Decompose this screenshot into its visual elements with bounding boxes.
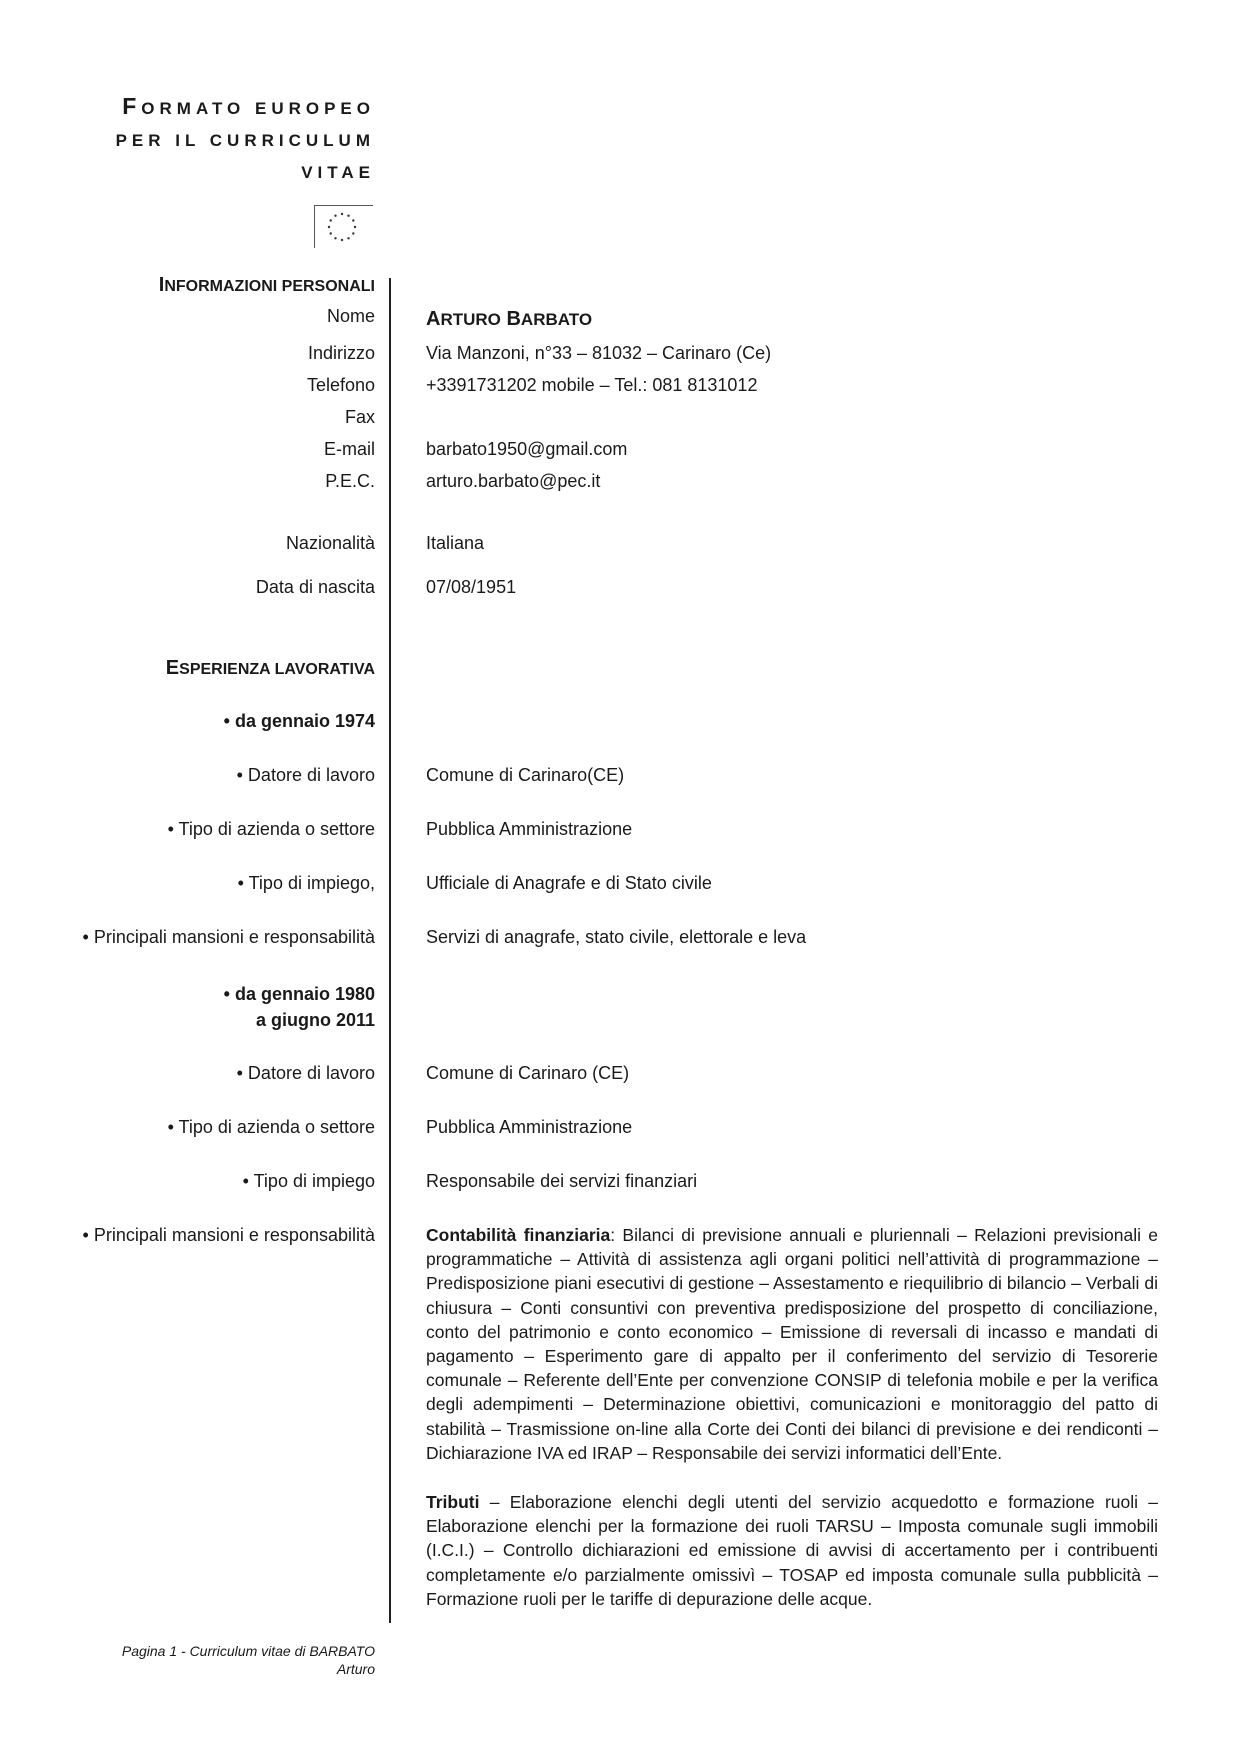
job1-value-impiego: Ufficiale di Anagrafe e di Stato civile [426,873,712,893]
vertical-divider [389,278,391,1623]
job2-period-start: • da gennaio 1980 [223,984,375,1004]
job2-label-datore: • Datore di lavoro [236,1063,375,1083]
job1-period: • da gennaio 1974 [223,711,375,731]
job2-value-datore: Comune di Carinaro (CE) [426,1063,630,1083]
label-telefono: Telefono [306,375,375,395]
eu-stars-icon [325,210,359,244]
document-title [116,90,375,189]
contabilita-text: : Bilanci di previsione annuali e pluriennali – Relazioni previsionali e programmatiche – Attività di assistenza agli organi politici nell’attività di programmazione – Predisposizione piani esecutivi di gestione – Assestamento e riequilibrio di bilancio – Verbali di chiusura – Conti consuntivi con preventiva predisposizione del prospetto di conciliazione, conto del patrimonio e conto economico – Emissione di reversali di incasso e mandati di pagamento – Esperimento gare di appalto per il conferimento del servizio di Tesorerie comunale – Referente dell’Ente per convenzione CONSIP di telefonia mobile e per la verifica degli adempimenti – Determinazione obiettivi, comunicazioni e monitoraggio del patto di stabilità – Trasmissione on-line alla Corte dei Conti dei bilanci di previsione e dei rendiconti – Dichiarazione IVA ed IRAP – Responsabile dei servizi informatici dell’Ente. [426,1225,1158,1463]
job1-value-mansioni: Servizi di anagrafe, stato civile, elettorale e leva [426,927,807,947]
job1-label-settore: • Tipo di azienda o settore [167,819,375,839]
section-heading-experience: ESPERIENZA LAVORATIVA [165,657,375,679]
title-line-3: VITAE [301,163,375,182]
job1-value-datore: Comune di Carinaro(CE) [426,765,625,785]
label-data-nascita: Data di nascita [255,577,375,597]
job2-label-mansioni: • Principali mansioni e responsabilità [82,1225,375,1245]
label-email: E-mail [323,439,375,459]
title-line-1: FORMATO EUROPEO [122,93,375,119]
tributi-text: – Elaborazione elenchi degli utenti del servizio acquedotto e formazione ruoli – Elaborazione elenchi per la formazione dei ruoli TARSU – Imposta comunale sugli immobili (I.C.I.) – Controllo dichiarazioni ed emissione di avvisi di accertamento per i contribuenti completamente e/o parzialmente omissivì – TOSAP ed imposta comunale sulla pubblicità – Formazione ruoli per le tariffe di depurazione delle acque. [426,1492,1158,1609]
label-indirizzo: Indirizzo [307,343,375,363]
label-pec: P.E.C. [325,471,375,491]
value-data-nascita: 07/08/1951 [426,577,517,597]
value-nazionalita: Italiana [426,533,485,553]
footer-line-1: Pagina 1 - Curriculum vitae di BARBATO [121,1643,375,1659]
full-name: ARTURO BARBATO [426,308,593,330]
job2-value-settore: Pubblica Amministrazione [426,1117,633,1137]
value-pec: arturo.barbato@pec.it [426,471,601,491]
label-nome: Nome [326,306,375,326]
label-fax: Fax [344,407,375,427]
page-footer [122,1642,375,1678]
job2-period-end: a giugno 2011 [255,1010,375,1030]
section-heading-personal-info: INFORMAZIONI PERSONALI [158,274,375,296]
job1-label-datore: • Datore di lavoro [236,765,375,785]
job2-label-impiego: • Tipo di impiego [242,1171,375,1191]
job1-label-mansioni: • Principali mansioni e responsabilità [82,927,375,947]
value-indirizzo: Via Manzoni, n°33 – 81032 – Carinaro (Ce) [426,343,772,363]
contabilita-title: Contabilità finanziaria [426,1225,611,1245]
job1-label-impiego: • Tipo di impiego, [237,873,375,893]
value-email: barbato1950@gmail.com [426,439,628,459]
footer-line-2: Arturo [336,1661,375,1677]
title-line-2: PER IL CURRICULUM [115,131,375,150]
job2-tributi-paragraph [426,1490,1158,1611]
job2-label-settore: • Tipo di azienda o settore [167,1117,375,1137]
job2-contabilita-paragraph [426,1223,1158,1465]
tributi-title: Tributi [426,1492,480,1512]
job2-value-impiego: Responsabile dei servizi finanziari [426,1171,698,1191]
label-nazionalita: Nazionalità [285,533,375,553]
value-telefono: +3391731202 mobile – Tel.: 081 8131012 [426,375,758,395]
job1-value-settore: Pubblica Amministrazione [426,819,633,839]
job2-period [224,981,375,1033]
eu-flag-logo [314,205,373,248]
